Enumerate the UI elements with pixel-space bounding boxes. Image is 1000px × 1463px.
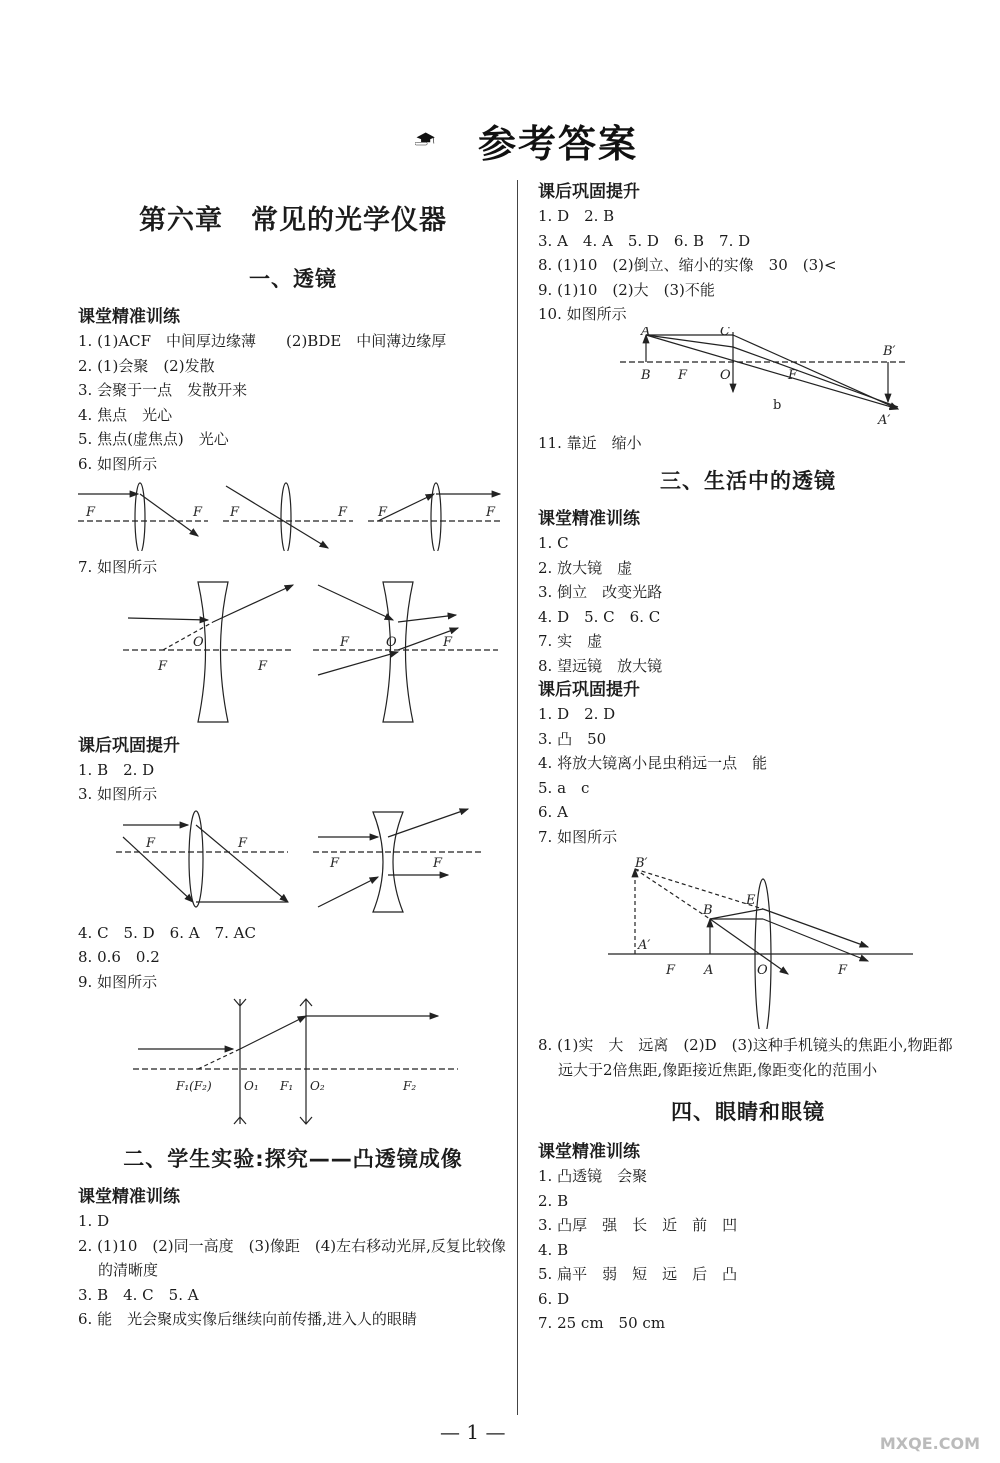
label-F: F — [666, 963, 676, 978]
section-title-1: 一、透镜 — [249, 267, 337, 291]
answer-item: 7. 实 虚 — [538, 632, 603, 650]
label-O: O — [720, 367, 731, 383]
subheading: 课堂精准训练 — [78, 1187, 180, 1207]
label-F1: F₁ — [280, 1079, 294, 1093]
answer-item: 11. 靠近 缩小 — [538, 433, 642, 452]
answer-item: 4. D 5. C 6. C — [538, 607, 661, 626]
answer-item: 3. A 4. A 5. D 6. B 7. D — [538, 231, 751, 250]
label-B: B — [703, 903, 713, 918]
label-F: F — [238, 835, 248, 851]
page-number: — 1 — — [440, 1420, 506, 1444]
answer-item: 8. (1)10 (2)倒立、缩小的实像 30 (3)< — [538, 256, 837, 274]
answer-item: 1. D 2. D — [538, 705, 616, 723]
convex-lens-figure — [78, 476, 508, 551]
convex-lens-imaging-figure — [538, 327, 958, 427]
answer-item: 8. (1)实 大 远离 (2)D (3)这种手机镜头的焦距小,物距都远大于2倍焦距,像距接近焦距,像距变化的范围小 — [538, 1036, 953, 1079]
answer-item: 3. 倒立 改变光路 — [538, 583, 663, 601]
answer-item: 5. 扁平 弱 短 远 后 凸 — [538, 1265, 738, 1283]
answer-item: 3. 凸 50 — [538, 729, 607, 748]
section-title-3: 三、生活中的透镜 — [660, 469, 836, 493]
label-F: F — [258, 658, 268, 674]
subheading: 课后巩固提升 — [78, 735, 180, 756]
label-F1F2: F₁(F₂) — [176, 1079, 212, 1093]
label-F2: F₂ — [403, 1079, 417, 1093]
answer-item: 6. A — [538, 803, 568, 821]
answer-item: 7. 如图所示 — [78, 558, 158, 576]
answer-item: 1. 凸透镜 会聚 — [538, 1167, 648, 1185]
label-Ap: A′ — [878, 412, 891, 427]
label-O: O — [386, 634, 397, 650]
label-F: F — [158, 658, 168, 674]
label-A: A — [704, 963, 714, 978]
label-Ap: A′ — [638, 938, 651, 953]
figure-caption: b — [773, 397, 782, 413]
label-F: F — [330, 855, 340, 871]
concave-lens-figure — [78, 580, 508, 730]
answer-item: 1. C — [538, 534, 569, 552]
column-divider — [517, 180, 518, 1415]
answer-item: 3. B 4. C 5. A — [78, 1285, 199, 1304]
answer-item: 8. 0.6 0.2 — [78, 948, 160, 966]
right-column — [538, 180, 958, 1336]
label-Bp: B′ — [883, 343, 896, 359]
answer-item: 5. a c — [538, 778, 590, 797]
label-O: O — [193, 634, 204, 650]
label-O2: O₂ — [310, 1079, 325, 1093]
chapter-title: 第六章 常见的光学仪器 — [139, 205, 447, 236]
answer-item: 5. 焦点(虚焦点) 光心 — [78, 430, 229, 448]
answer-item: 2. B — [538, 1191, 569, 1210]
answer-item: 2. 放大镜 虚 — [538, 558, 633, 577]
label-F: F — [788, 367, 798, 383]
graduation-cap-icon — [415, 108, 485, 168]
answer-item: 8. 望远镜 放大镜 — [538, 656, 663, 675]
lens-ray-figure — [78, 807, 508, 917]
answer-item: 1. B 2. D — [78, 760, 155, 779]
label-O: O — [757, 963, 768, 978]
left-column — [78, 180, 508, 1332]
answer-item: 1. (1)ACF 中间厚边缘薄 (2)BDE 中间薄边缘厚 — [78, 332, 447, 350]
answer-item: 7. 25 cm 50 cm — [538, 1314, 666, 1332]
lens-combination-figure — [78, 994, 508, 1129]
label-F: F — [486, 505, 496, 520]
label-Bp: B′ — [635, 856, 648, 871]
subheading: 课堂精准训练 — [538, 1142, 640, 1162]
answer-item: 2. (1)会聚 (2)发散 — [78, 356, 215, 375]
label-C: C — [720, 326, 730, 339]
label-F: F — [193, 505, 203, 520]
answer-item: 6. 能 光会聚成实像后继续向前传播,进入人的眼睛 — [78, 1310, 417, 1328]
answer-item: 4. B — [538, 1240, 569, 1259]
label-B: B — [641, 367, 651, 383]
label-E: E — [746, 893, 756, 908]
answer-item: 4. 将放大镜离小昆虫稍远一点 能 — [538, 754, 768, 772]
answer-item: 3. 会聚于一点 发散开来 — [78, 381, 248, 399]
subheading: 课后巩固提升 — [538, 182, 640, 202]
label-F: F — [678, 367, 688, 383]
label-F: F — [230, 505, 240, 520]
watermark: MXQE.COM — [879, 1434, 980, 1453]
section-title-2: 二、学生实验:探究——凸透镜成像 — [123, 1147, 463, 1171]
answer-item: 7. 如图所示 — [538, 827, 618, 846]
magnifier-figure — [538, 849, 958, 1029]
answer-item: 1. D 2. B — [538, 207, 615, 225]
page-title: 参考答案 — [478, 122, 639, 166]
label-F: F — [146, 835, 156, 851]
label-A: A — [641, 326, 651, 339]
answer-item: 3. 凸厚 强 长 近 前 凹 — [538, 1216, 738, 1234]
label-F: F — [86, 505, 96, 520]
label-F: F — [433, 855, 443, 871]
subheading: 课堂精准训练 — [538, 509, 640, 529]
answer-item: 9. 如图所示 — [78, 972, 158, 991]
answer-item: 10. 如图所示 — [538, 305, 627, 323]
subheading: 课堂精准训练 — [78, 307, 180, 327]
answer-item: 4. 焦点 光心 — [78, 405, 173, 424]
subheading: 课后巩固提升 — [538, 680, 640, 700]
answer-item: 2. (1)10 (2)同一高度 (3)像距 (4)左右移动光屏,反复比较像的清晰度 — [78, 1236, 506, 1279]
answer-item: 3. 如图所示 — [78, 785, 158, 803]
label-F: F — [338, 505, 348, 520]
label-O1: O₁ — [244, 1079, 259, 1093]
answer-item: 6. 如图所示 — [78, 454, 158, 473]
label-F: F — [443, 634, 453, 650]
answer-item: 4. C 5. D 6. A 7. AC — [78, 923, 256, 942]
section-title-4: 四、眼睛和眼镜 — [671, 1100, 825, 1124]
label-F: F — [340, 634, 350, 650]
label-F: F — [378, 505, 388, 520]
label-F: F — [838, 963, 848, 978]
answer-item: 9. (1)10 (2)大 (3)不能 — [538, 280, 715, 299]
answer-item: 1. D — [78, 1212, 110, 1230]
answer-item: 6. D — [538, 1289, 570, 1308]
